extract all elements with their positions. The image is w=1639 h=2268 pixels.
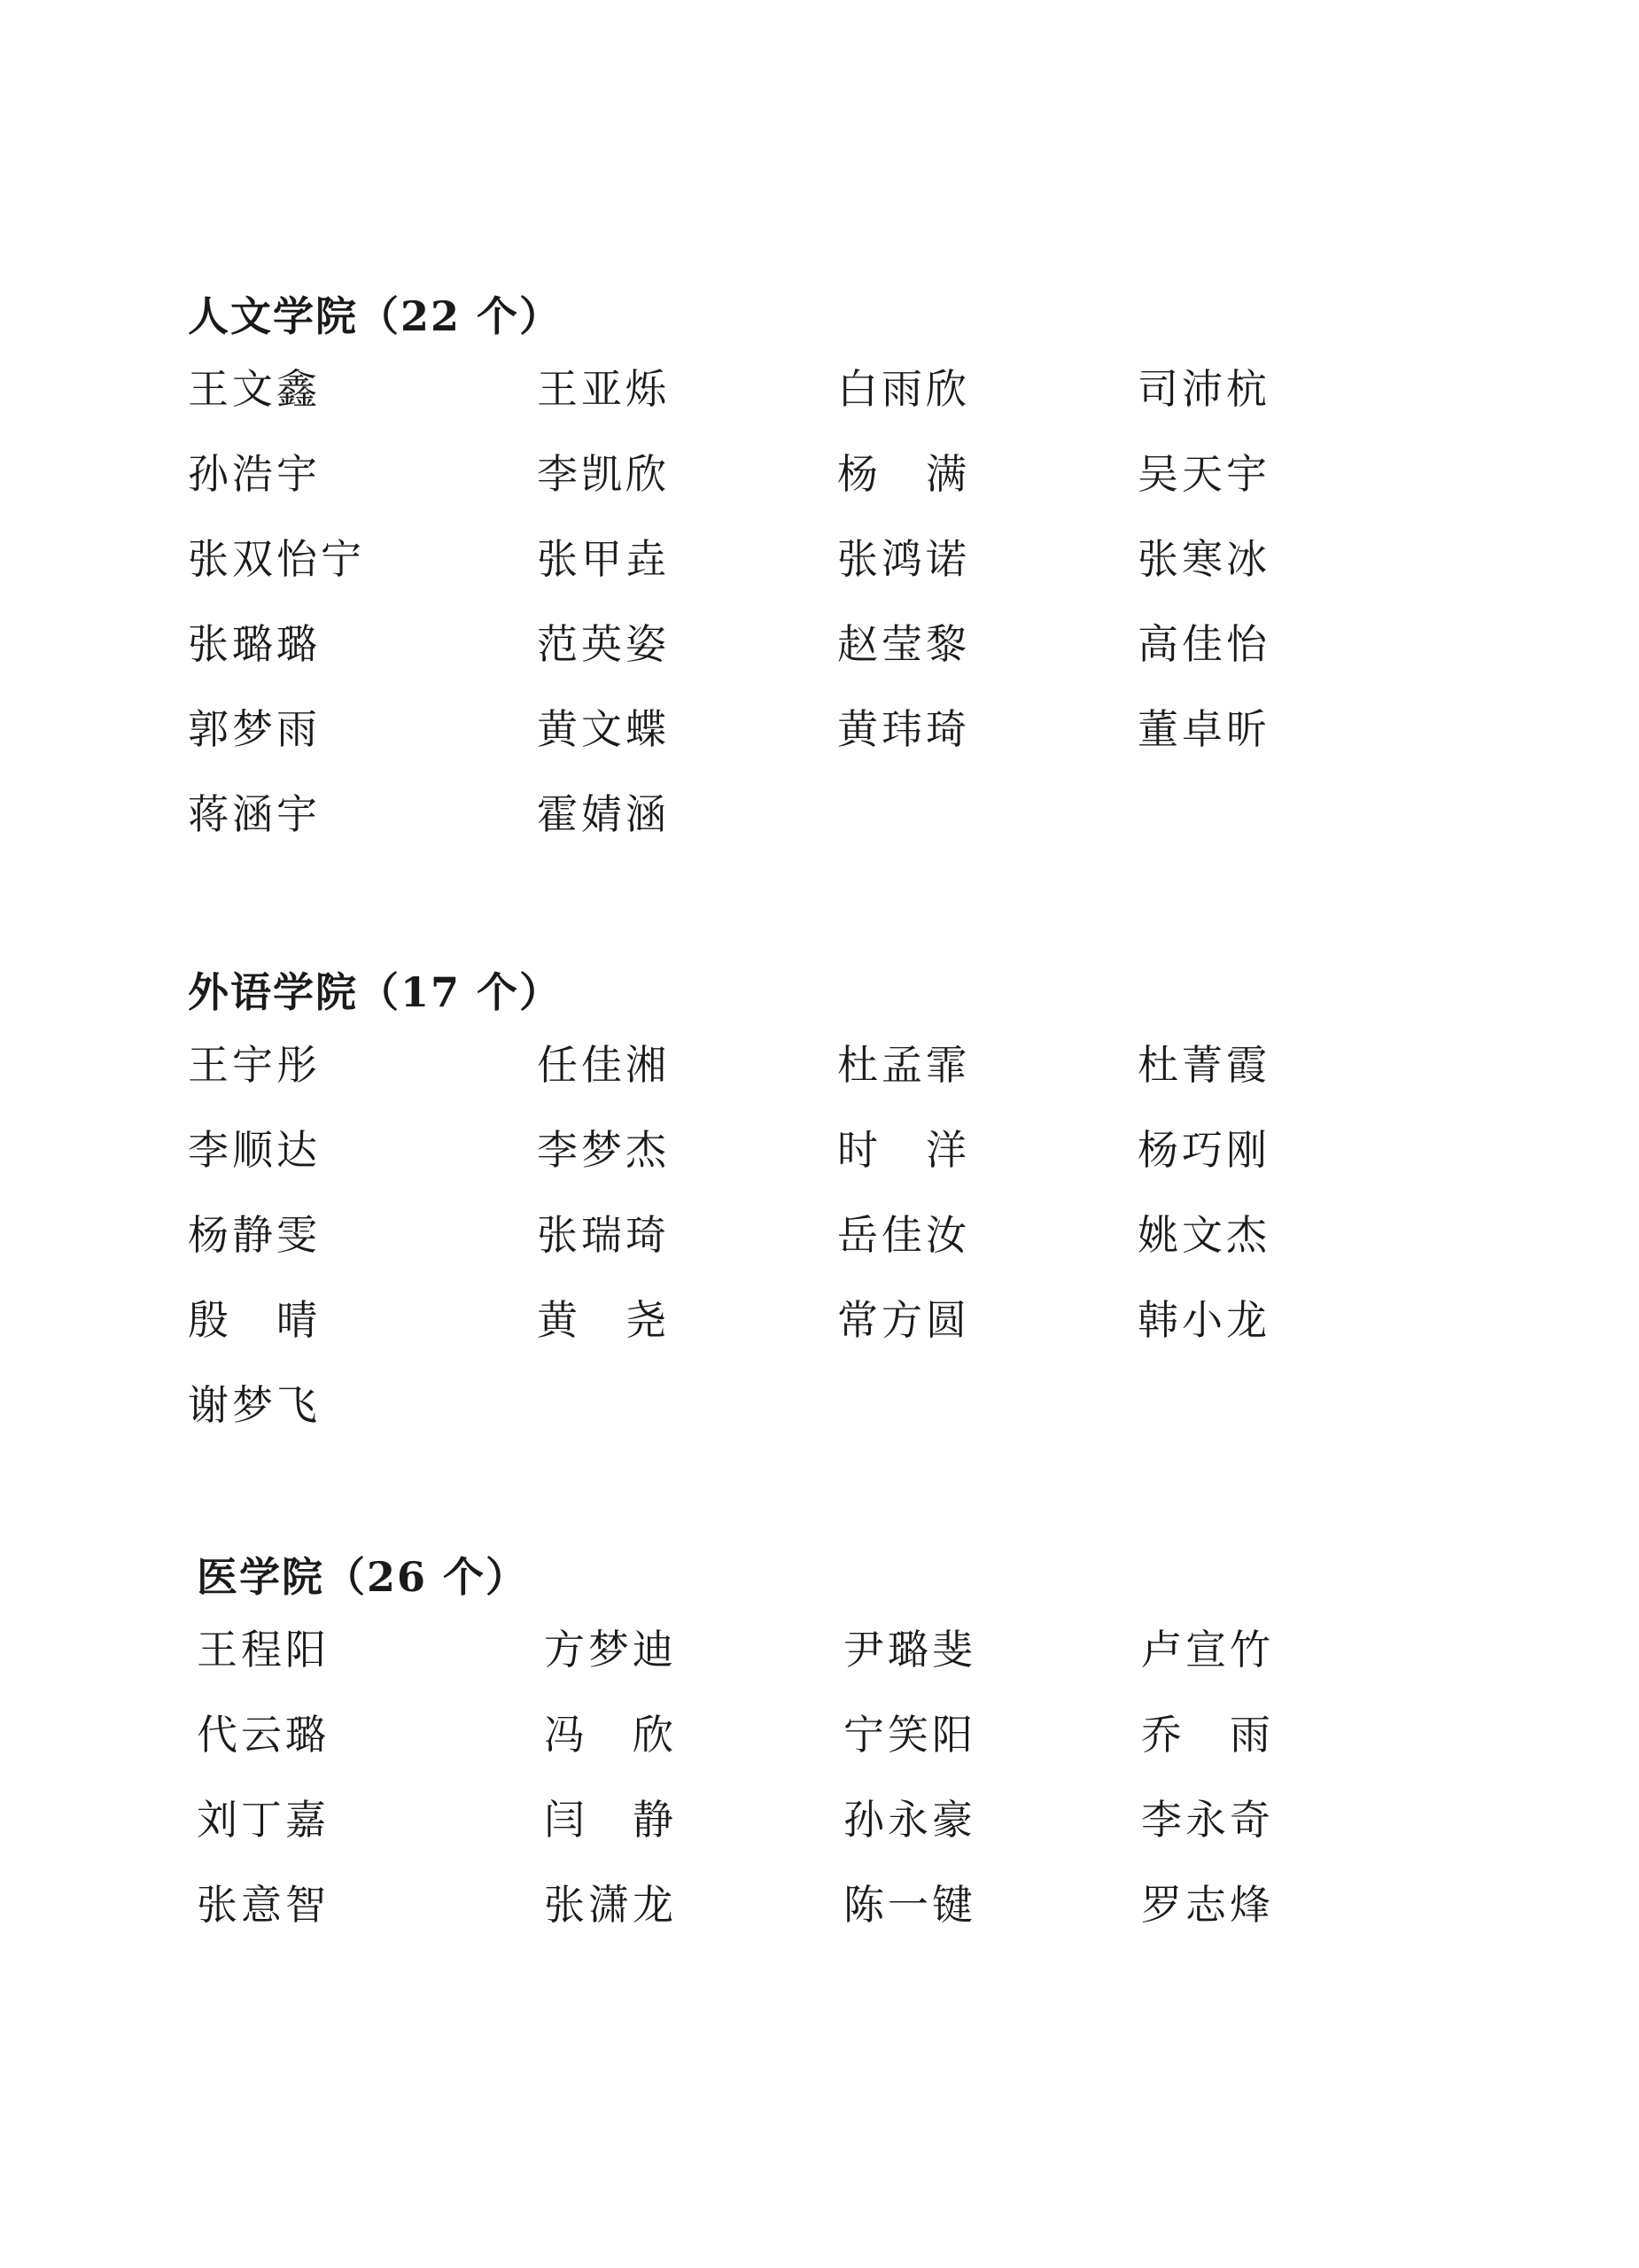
name-entry: 杜菁霞: [1138, 1041, 1270, 1089]
name-entry: 高佳怡: [1138, 620, 1270, 668]
name-entry: 代云璐: [197, 1711, 330, 1759]
name-entry: 司沛杭: [1138, 365, 1270, 413]
name-entry: 张潇龙: [544, 1881, 677, 1929]
name-entry: 闫 静: [544, 1796, 677, 1844]
name-entry: 黄玮琦: [837, 705, 970, 753]
name-entry: 卢宣竹: [1141, 1626, 1274, 1674]
name-entry: 罗志烽: [1141, 1881, 1274, 1929]
section-heading: 人文学院（22 个）: [188, 292, 563, 340]
name-entry: 白雨欣: [837, 365, 970, 413]
name-entry: 任佳湘: [537, 1041, 670, 1089]
name-entry: 尹璐斐: [843, 1626, 976, 1674]
name-entry: 时 洋: [837, 1126, 970, 1174]
name-entry: 范英姿: [537, 620, 670, 668]
name-entry: 常方圆: [837, 1296, 970, 1344]
name-entry: 张鸿诺: [837, 535, 970, 583]
name-entry: 蒋涵宇: [188, 790, 321, 838]
name-entry: 王亚烁: [537, 365, 670, 413]
name-entry: 杜孟霏: [837, 1041, 970, 1089]
name-entry: 张瑞琦: [537, 1211, 670, 1259]
name-entry: 冯 欣: [544, 1711, 677, 1759]
name-entry: 王程阳: [197, 1626, 330, 1674]
name-entry: 董卓昕: [1138, 705, 1270, 753]
name-entry: 韩小龙: [1138, 1296, 1270, 1344]
name-entry: 张甲垚: [537, 535, 670, 583]
name-entry: 方梦迪: [544, 1626, 677, 1674]
name-entry: 吴天宇: [1138, 450, 1270, 498]
name-entry: 孙永豪: [843, 1796, 976, 1844]
name-entry: 李梦杰: [537, 1126, 670, 1174]
name-entry: 黄文蝶: [537, 705, 670, 753]
name-entry: 张寒冰: [1138, 535, 1270, 583]
name-entry: 张意智: [197, 1881, 330, 1929]
name-entry: 郭梦雨: [188, 705, 321, 753]
name-entry: 陈一键: [843, 1881, 976, 1929]
name-entry: 殷 晴: [188, 1296, 321, 1344]
name-entry: 王宇彤: [188, 1041, 321, 1089]
name-entry: 谢梦飞: [188, 1381, 321, 1429]
name-entry: 赵莹黎: [837, 620, 970, 668]
name-entry: 岳佳汝: [837, 1211, 970, 1259]
name-entry: 李永奇: [1141, 1796, 1274, 1844]
section-heading: 医学院（26 个）: [197, 1553, 529, 1601]
name-entry: 杨 满: [837, 450, 970, 498]
name-entry: 霍婧涵: [537, 790, 670, 838]
name-entry: 刘丁嘉: [197, 1796, 330, 1844]
section-heading: 外语学院（17 个）: [188, 968, 563, 1016]
name-entry: 宁笑阳: [843, 1711, 976, 1759]
name-entry: 孙浩宇: [188, 450, 321, 498]
name-entry: 李顺达: [188, 1126, 321, 1174]
name-entry: 乔 雨: [1141, 1711, 1274, 1759]
name-entry: 杨静雯: [188, 1211, 321, 1259]
name-entry: 杨巧刚: [1138, 1126, 1270, 1174]
name-entry: 姚文杰: [1138, 1211, 1270, 1259]
name-entry: 李凯欣: [537, 450, 670, 498]
name-entry: 王文鑫: [188, 365, 321, 413]
name-entry: 张璐璐: [188, 620, 321, 668]
name-entry: 黄 尧: [537, 1296, 670, 1344]
name-entry: 张双怡宁: [188, 535, 365, 583]
